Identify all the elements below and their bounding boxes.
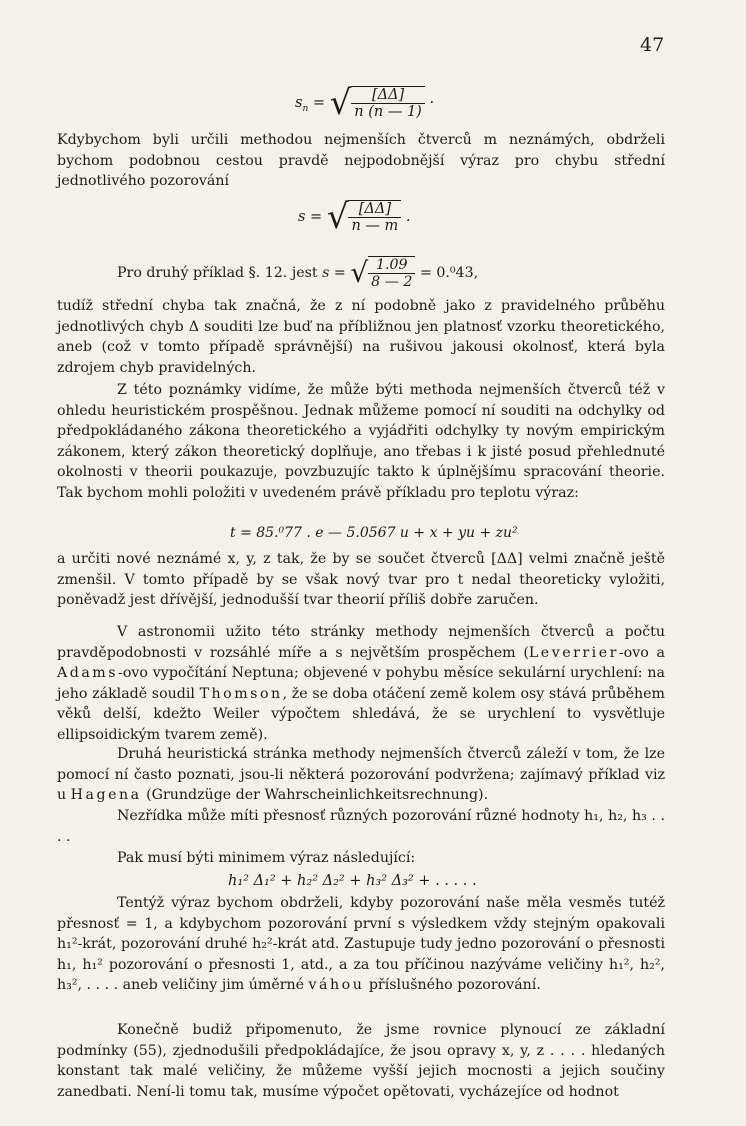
- formula-sn-end: ·: [429, 95, 435, 111]
- term-vahou: váhou: [308, 977, 365, 994]
- name-hagen: Hagena: [70, 787, 142, 804]
- formula-sn-sub: n: [302, 103, 309, 114]
- inline-formula: [322, 256, 479, 290]
- paragraph-1: Kdybychom byli určili methodou nejmenších čtverců m neznámých, obdrželi bychom podobnou cestou pravdě nejpodobnější výraz pro chybu střední jednotlivého pozorování: [57, 132, 665, 190]
- formula-sn-lhs: s: [295, 95, 303, 111]
- paragraph-2-line1: [57, 256, 665, 290]
- inline-formula-result: = 0.⁰43,: [419, 265, 479, 281]
- sqrt-sign: √ $\frac{[\Delta\Delta]}{n (n — 1)}$: [330, 86, 425, 120]
- paragraph-5-c: -ovo vypočítání Neptuna; objevené v pohybu měsíce sekulární urychlení: na jeho základě soudil: [57, 665, 665, 702]
- sqrt-sign-3: √ $\frac{1.09}{8 — 2}$: [350, 256, 415, 290]
- inline-formula-lhs: s =: [322, 265, 346, 281]
- inline-formula-den: 8 — 2: [371, 274, 413, 290]
- paragraph-6-b: (Grundzüge der Wahrscheinlichkeitsrechnung).: [141, 787, 489, 804]
- formula-sn-den: n (n — 1): [354, 104, 422, 120]
- paragraph-6-a: Druhá heuristická stránka methody nejmenších čtverců záleží v tom, že lze pomocí ní často poznati, jsou-li některá pozorování podvržena; zajímavý příklad viz u: [57, 746, 665, 804]
- formula-sn-num: [ΔΔ]: [351, 87, 425, 104]
- page-number: 47: [640, 34, 665, 56]
- paragraph-9: [57, 893, 665, 996]
- paragraph-4: a určiti nové neznámé x, y, z tak, že by se součet čtverců [ΔΔ] velmi značně ještě zmenšil. V tomto případě by se však nový tvar pro t nedal theoreticky vyložiti, poněvadž jest dřívější, jednodušší tvar theorií příliš dobře zaručen.: [57, 551, 665, 609]
- formula-s-num: [ΔΔ]: [348, 201, 401, 218]
- name-adams: Adams: [57, 665, 119, 682]
- name-leverrier: Leverrier: [528, 644, 619, 661]
- paragraph-5: [57, 622, 665, 746]
- paragraph-5-b: -ovo a: [618, 644, 665, 661]
- formula-s-den: n — m: [351, 218, 399, 234]
- formula-s-end: .: [405, 209, 411, 225]
- paragraph-2-rest: tudíž střední chyba tak značná, že z ní podobně jako z pravidelného průběhu jednotlivých chyb Δ souditi lze buď na příbližnou jen platnosť vzorku theoretického, aneb (což v tomto případě správnější) na rušivou jakousi okolnosť, která byla zdrojem chyb pravidelných.: [57, 298, 665, 376]
- formula-temperature: t = 85.⁰77 . e — 5.0567 u + x + yu + zu²: [230, 525, 518, 541]
- paragraph-7: Nezřídka může míti přesnosť různých pozorování různé hodnoty h₁, h₂, h₃ . . . .: [57, 808, 665, 845]
- formula-s: [298, 197, 411, 237]
- formula-sn-equals: =: [312, 95, 326, 111]
- paragraph-3: Z této poznámky vidíme, že může býti methoda nejmenších čtverců též v ohledu heuristickém prospěšnou. Jednak můžeme pomocí ní souditi na odchylky od předpokládaného zákona theoretického a vyjádřiti odchylky ty novým empirickým zákonem, který zákon theoretický doplňuje, ano třebas i k jisté posud přehlednuté okolnosti v theorii poukazuje, povzbuzujíc takto k úplnějšímu spracování theorie. Tak bychom mohli položiti v uvedeném právě příkladu pro teplotu výraz:: [57, 382, 665, 501]
- paragraph-6: [57, 744, 665, 806]
- paragraph-10: Konečně budiž připomenuto, že jsme rovnice plynoucí ze základní podmínky (55), zjednodušili předpokládajíce, že jsou opravy x, y, z . . . . hledaných konstant tak malé veličiny, že můžeme vyšší jejich mocnosti a jejich součiny zanedbati. Není-li tomu tak, musíme výpočet opětovati, vycházejíce od hodnot: [57, 1022, 665, 1100]
- paragraph-5-a: V astronomii užito této stránky methody nejmenších čtverců a počtu pravděpodobnosti v rozsáhlé míře a s největším prospěchem (: [57, 624, 665, 661]
- paragraph-5-d: , že se doba otáčení země kolem osy stává průběhem věků delší, kdežto Weiler výpočtem shledává, že se urychlení to vysvětluje ellipsoidickým tvarem země).: [57, 685, 665, 743]
- paragraph-8: Pak musí býti minimem výraz následující:: [117, 850, 416, 866]
- paragraph-9-b: příslušného pozorování.: [364, 977, 541, 994]
- paragraph-2-start: Pro druhý příklad §. 12. jest: [117, 265, 318, 281]
- sqrt-sign-2: √ $\frac{[\Delta\Delta]}{n — m}$: [327, 200, 401, 234]
- paragraph-9-a: Tentýž výraz bychom obdrželi, kdyby pozorování naše měla vesměs tutéž přesnosť = 1, a kdybychom pozorování první s výsledkem vždy stejným opakovali h₁²-krát, pozorování druhé h₂²-krát atd. Zastupuje tudy jedno pozorování o přesnosti h₁, h₁² pozorování o přesnosti 1, atd., a za tou příčinou nazýváme veličiny h₁², h₂², h₃², . . . . aneb veličiny jim úměrné: [57, 895, 665, 994]
- name-thomson: Thomson: [199, 685, 283, 702]
- formula-weights: h₁² Δ₁² + h₂² Δ₂² + h₃² Δ₃² + . . . . .: [228, 873, 477, 889]
- formula-s-lhs: s =: [298, 209, 323, 225]
- formula-sn: [295, 83, 435, 123]
- inline-formula-num: 1.09: [368, 257, 415, 274]
